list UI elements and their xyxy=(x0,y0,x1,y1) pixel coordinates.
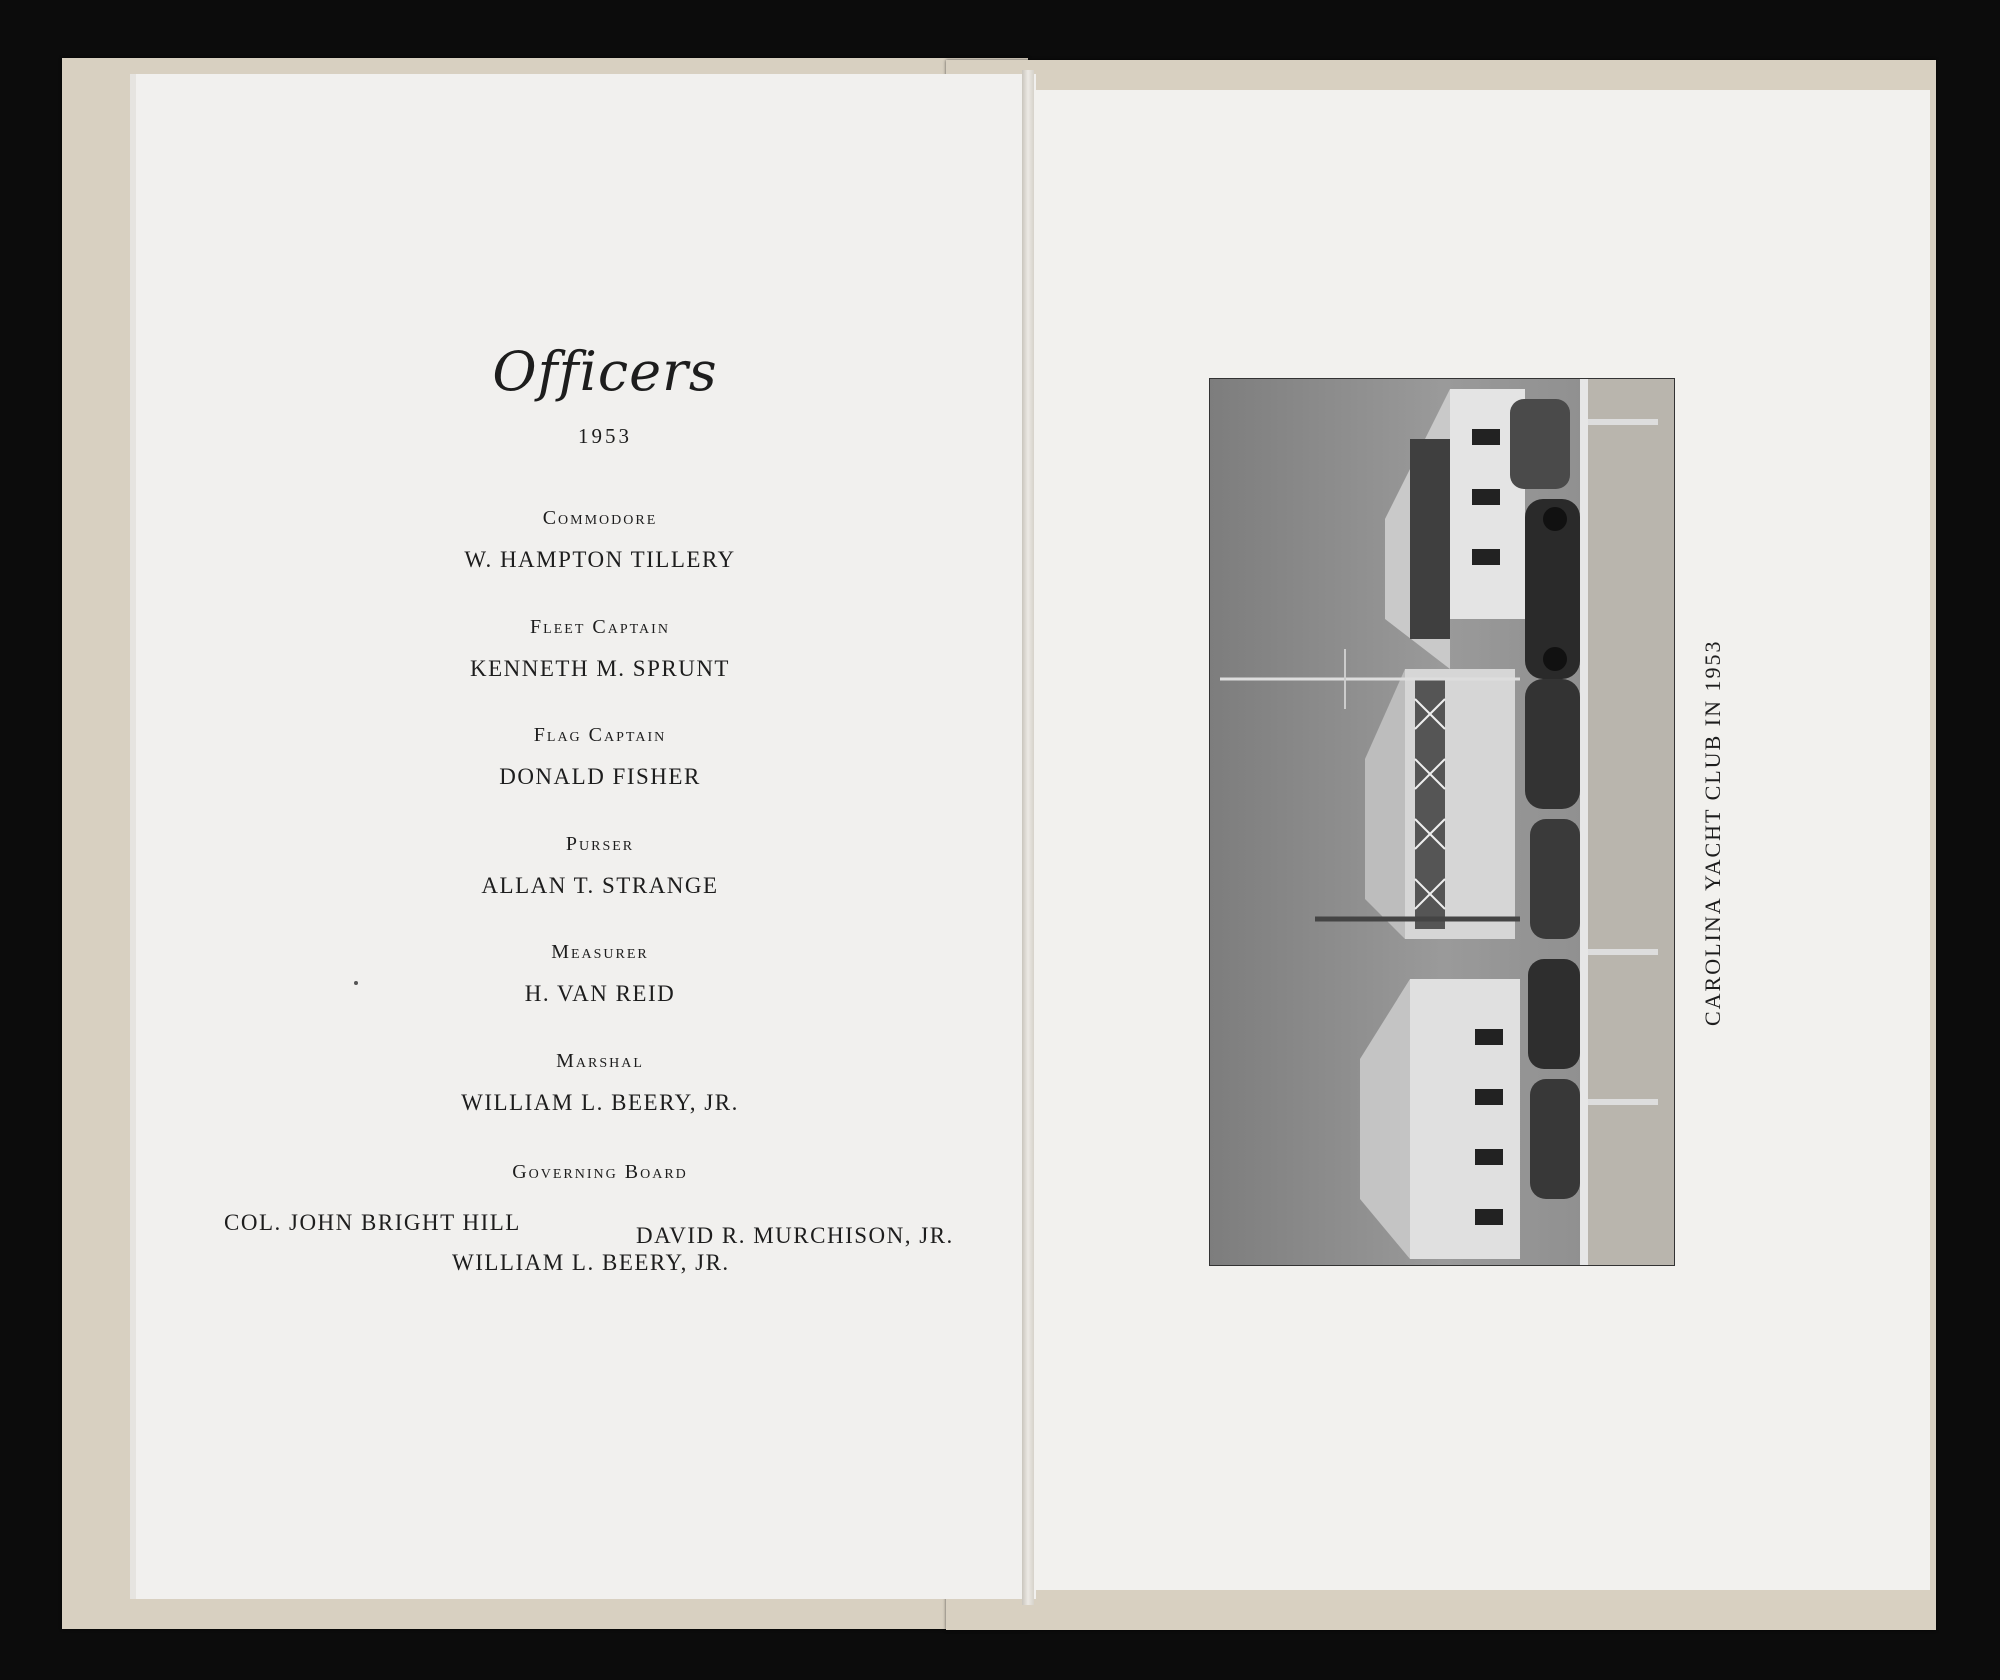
board-member: COL. JOHN BRIGHT HILL xyxy=(224,1210,521,1235)
officer-name-marshal: WILLIAM L. BEERY, JR. xyxy=(461,1090,739,1115)
photo-caption: CAROLINA YACHT CLUB IN 1953 xyxy=(1700,639,1725,1026)
officer-role-purser: Purser xyxy=(565,833,635,855)
officer-role-marshal: Marshal xyxy=(556,1050,644,1072)
officer-role-fleet-captain: Fleet Captain xyxy=(530,616,670,638)
officer-name-flag-captain: DONALD FISHER xyxy=(499,764,701,789)
page-year: 1953 xyxy=(578,424,632,448)
paper-speck xyxy=(354,981,358,985)
officer-role-commodore: Commodore xyxy=(542,507,658,529)
officer-name-commodore: W. HAMPTON TILLERY xyxy=(464,547,736,572)
officer-role-flag-captain: Flag Captain xyxy=(533,724,667,746)
governing-board-heading: Governing Board xyxy=(512,1161,688,1183)
officer-name-fleet-captain: KENNETH M. SPRUNT xyxy=(470,656,730,681)
book-gutter xyxy=(1022,70,1034,1605)
officer-name-measurer: H. VAN REID xyxy=(524,981,676,1006)
page-title: Officers xyxy=(492,340,718,403)
officer-name-purser: ALLAN T. STRANGE xyxy=(481,873,719,898)
board-member: DAVID R. MURCHISON, JR. xyxy=(636,1223,954,1248)
board-member: WILLIAM L. BEERY, JR. xyxy=(452,1250,730,1275)
officer-role-measurer: Measurer xyxy=(551,941,649,963)
yacht-club-photo xyxy=(1209,378,1675,1266)
